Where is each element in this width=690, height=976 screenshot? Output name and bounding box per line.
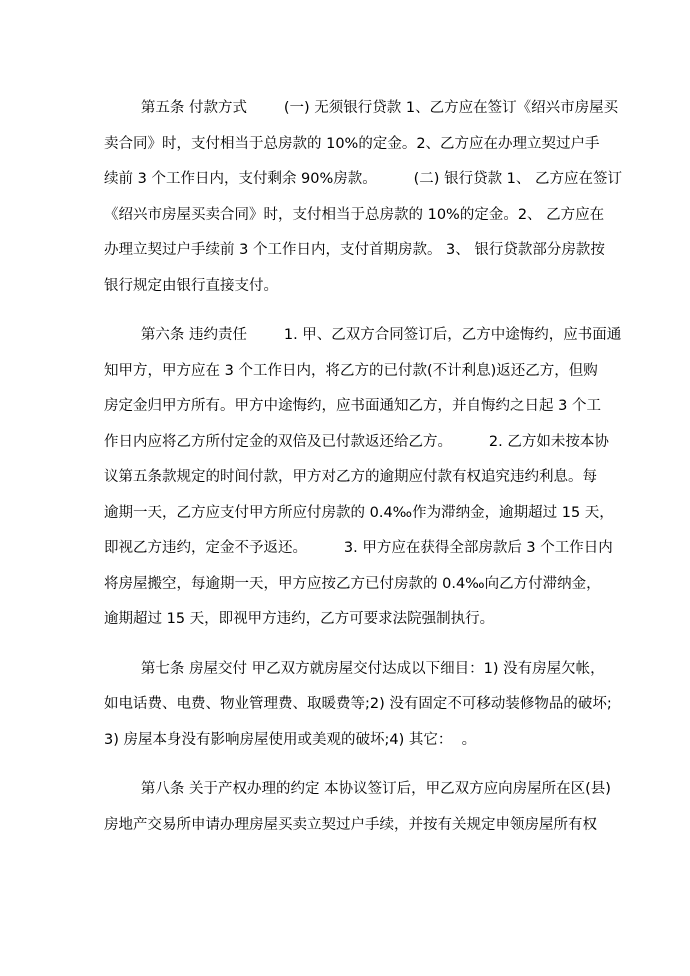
text-line: 第五条 付款方式 (一) 无须银行贷款 1、乙方应在签订《绍兴市房屋买 xyxy=(104,100,619,116)
paragraph-gap xyxy=(104,304,588,318)
text-line: 《绍兴市房屋买卖合同》时，支付相当于总房款的 10%的定金。2、 乙方应在 xyxy=(104,206,605,223)
text-line: 银行规定由银行直接支付。 xyxy=(104,277,278,294)
text-line: 第八条 关于产权办理的约定 本协议签订后，甲乙双方应向房屋所在区(县) xyxy=(104,781,611,797)
document-body xyxy=(104,91,623,843)
paragraph-gap xyxy=(104,758,588,772)
text-line: 3) 房屋本身没有影响房屋使用或美观的破坏;4) 其它： 。 xyxy=(104,731,477,748)
paragraph-gap xyxy=(104,638,588,652)
text-line: 第六条 违约责任 1. 甲、乙双方合同签订后，乙方中途悔约，应书面通 xyxy=(104,327,622,343)
text-line: 办理立契过户手续前 3 个工作日内，支付首期房款。 3、 银行贷款部分房款按 xyxy=(104,242,605,258)
text-line: 续前 3 个工作日内，支付剩余 90%房款。 (二) 银行贷款 1、 乙方应在签订 xyxy=(104,171,623,187)
text-line: 作日内应将乙方所付定金的双倍及已付款返还给乙方。 2. 乙方如未按本协 xyxy=(104,433,609,450)
paragraph-article-8-title-transfer xyxy=(104,772,611,843)
text-line: 将房屋搬空，每逾期一天，甲方应按乙方已付房款的 0.4‰向乙方付滞纳金， xyxy=(104,575,601,592)
text-line: 如电话费、电费、物业管理费、取暖费等;2) 没有固定不可移动装修物品的破坏; xyxy=(104,696,612,712)
text-line: 逾期一天，乙方应支付甲方所应付房款的 0.4‰作为滞纳金，逾期超过 15 天， xyxy=(104,504,614,521)
text-line: 房定金归甲方所有。甲方中途悔约，应书面通知乙方，并自悔约之日起 3 个工 xyxy=(104,398,601,414)
text-line: 房地产交易所申请办理房屋买卖立契过户手续，并按有关规定申领房屋所有权 xyxy=(104,816,597,833)
text-line: 即视乙方违约，定金不予返还。 3. 甲方应在获得全部房款后 3 个工作日内 xyxy=(104,540,613,556)
text-line: 议第五条款规定的时间付款，甲方对乙方的逾期应付款有权追究违约利息。每 xyxy=(104,469,597,485)
text-line: 第七条 房屋交付 甲乙双方就房屋交付达成以下细目：1) 没有房屋欠帐， xyxy=(104,660,605,677)
text-line: 逾期超过 15 天，即视甲方违约，乙方可要求法院强制执行。 xyxy=(104,611,495,627)
paragraph-article-6-liability xyxy=(104,318,622,638)
paragraph-article-5-payment xyxy=(104,91,623,304)
text-line: 卖合同》时，支付相当于总房款的 10%的定金。2、乙方应在办理立契过户手 xyxy=(104,135,600,152)
paragraph-article-7-handover xyxy=(104,652,612,759)
text-line: 知甲方，甲方应在 3 个工作日内，将乙方的已付款(不计利息)返还乙方，但购 xyxy=(104,362,598,379)
